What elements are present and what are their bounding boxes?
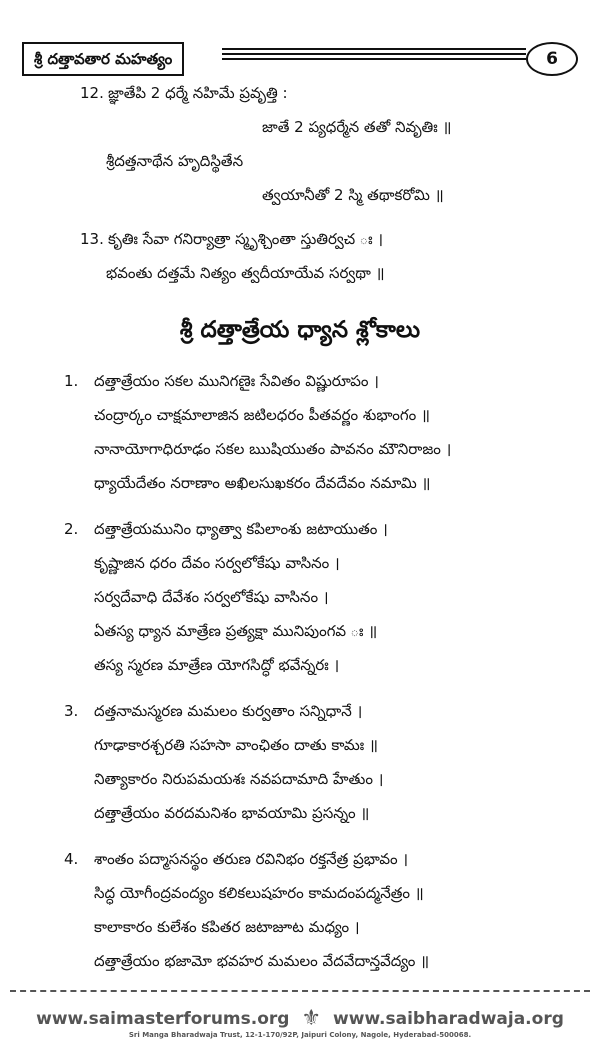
footer-site-right[interactable]: www.saibharadwaja.org bbox=[333, 1008, 564, 1029]
sloka-line: ఏతస్య ధ్యాన మాత్రేణ ప్రత్యక్షా మునిపుంగవ ః ॥ bbox=[94, 622, 378, 640]
sloka-number: 3. bbox=[64, 702, 79, 720]
verse-line: జాతే 2 ప్యధర్మేన తతో నివృతిః ॥ bbox=[262, 118, 452, 136]
footer-links bbox=[0, 1006, 600, 1030]
sloka-line: తస్య స్మరణ మాత్రేణ యోగసిద్ధో భవేన్నరః । bbox=[94, 656, 340, 674]
footer-divider bbox=[10, 990, 590, 992]
verse-line: జ్ఞాతేపి 2 ధర్మే నహిమే ప్రవృత్తి : bbox=[108, 84, 288, 102]
verse-line: శ్రీదత్తనాథేన హృదిస్థితేన bbox=[106, 152, 244, 170]
sloka-line: నానాయోగాధిరూఢం సకల ఋషియుతం పావనం మౌనిరాజం । bbox=[94, 440, 452, 458]
footer-site-left[interactable]: www.saimasterforums.org bbox=[36, 1008, 290, 1029]
sloka-line: దత్తాత్రేయం సకల మునిగణైః సేవితం విష్ణురూపం । bbox=[94, 372, 379, 390]
sloka-line: కాలాకారం కులేశం కపితర జటాజూట మధ్యం । bbox=[94, 918, 360, 936]
footer-address: Sri Manga Bharadwaja Trust, 12-1-170/92P, Jaipuri Colony, Nagole, Hyderabad-500068. bbox=[128, 1031, 472, 1039]
sloka-line: సిద్ధ యోగీంద్రవంద్యం కలికలుషహరం కామదంపద్మనేత్రం ॥ bbox=[94, 884, 424, 902]
sloka-line: దత్తాత్రేయమునిం ధ్యాత్వా కపిలాంశు జటాయుతం । bbox=[94, 520, 388, 538]
verse-line: భవంతు దత్తమే నిత్యం త్వదీయాయేవ సర్వథా ॥ bbox=[106, 264, 385, 282]
sloka-number: 1. bbox=[64, 372, 79, 390]
sloka-line: దత్తాత్రేయం వరదమనిశం భావయామి ప్రసన్నం ॥ bbox=[94, 804, 370, 822]
header-rules bbox=[222, 48, 526, 68]
verse-number: 13. bbox=[80, 230, 104, 248]
sloka-line: గూఢాకారశ్చరతి సహసా వాంఛితం దాతు కామః ॥ bbox=[94, 736, 378, 754]
sloka-number: 4. bbox=[64, 850, 79, 868]
sloka-line: చంద్రార్కం చాక్షమాలాజిన జటిలధరం పీతవర్ణం శుభాంగం ॥ bbox=[94, 406, 430, 424]
verse-line: కృతిః సేవా గనిర్యాత్రా స్మృశ్చింతా స్తుతిర్వచ ః । bbox=[108, 230, 384, 248]
sloka-line: దత్తనామస్మరణ మమలం కుర్వతాం సన్నిధానే । bbox=[94, 702, 363, 720]
sloka-line: ధ్యాయేదేతం నరాణాం అఖిలసుఖకరం దేవదేవం నమామి ॥ bbox=[94, 474, 431, 492]
sloka-line: నిత్యాకారం నిరుపమయశః నవపదామాది హేతుం । bbox=[94, 770, 384, 788]
sloka-line: శాంతం పద్మాసనస్థం తరుణ రవినిభం రక్తనేత్ర ప్రభావం । bbox=[94, 850, 409, 868]
page-number: 6 bbox=[526, 42, 578, 76]
sloka-line: కృష్ణాజిన ధరం దేవం సర్వలోకేషు వాసినం । bbox=[94, 554, 340, 572]
verse-line: త్వయానీతో 2 స్మి తథాకరోమి ॥ bbox=[262, 186, 444, 204]
verse-number: 12. bbox=[80, 84, 104, 102]
fleur-de-lis-icon: ⚜ bbox=[301, 1006, 322, 1031]
section-title: శ్రీ దత్తాత్రేయ ధ్యాన శ్లోకాలు bbox=[179, 317, 421, 343]
book-title: శ్రీ దత్తావతార మహత్యం bbox=[22, 42, 184, 76]
page-header bbox=[22, 40, 578, 76]
sloka-line: సర్వదేవాధి దేవేశం సర్వలోకేషు వాసినం । bbox=[94, 588, 329, 606]
sloka-number: 2. bbox=[64, 520, 79, 538]
sloka-line: దత్తాత్రేయం భజామో భవహర మమలం వేదవేదాన్తవేద్యం ॥ bbox=[94, 952, 430, 970]
